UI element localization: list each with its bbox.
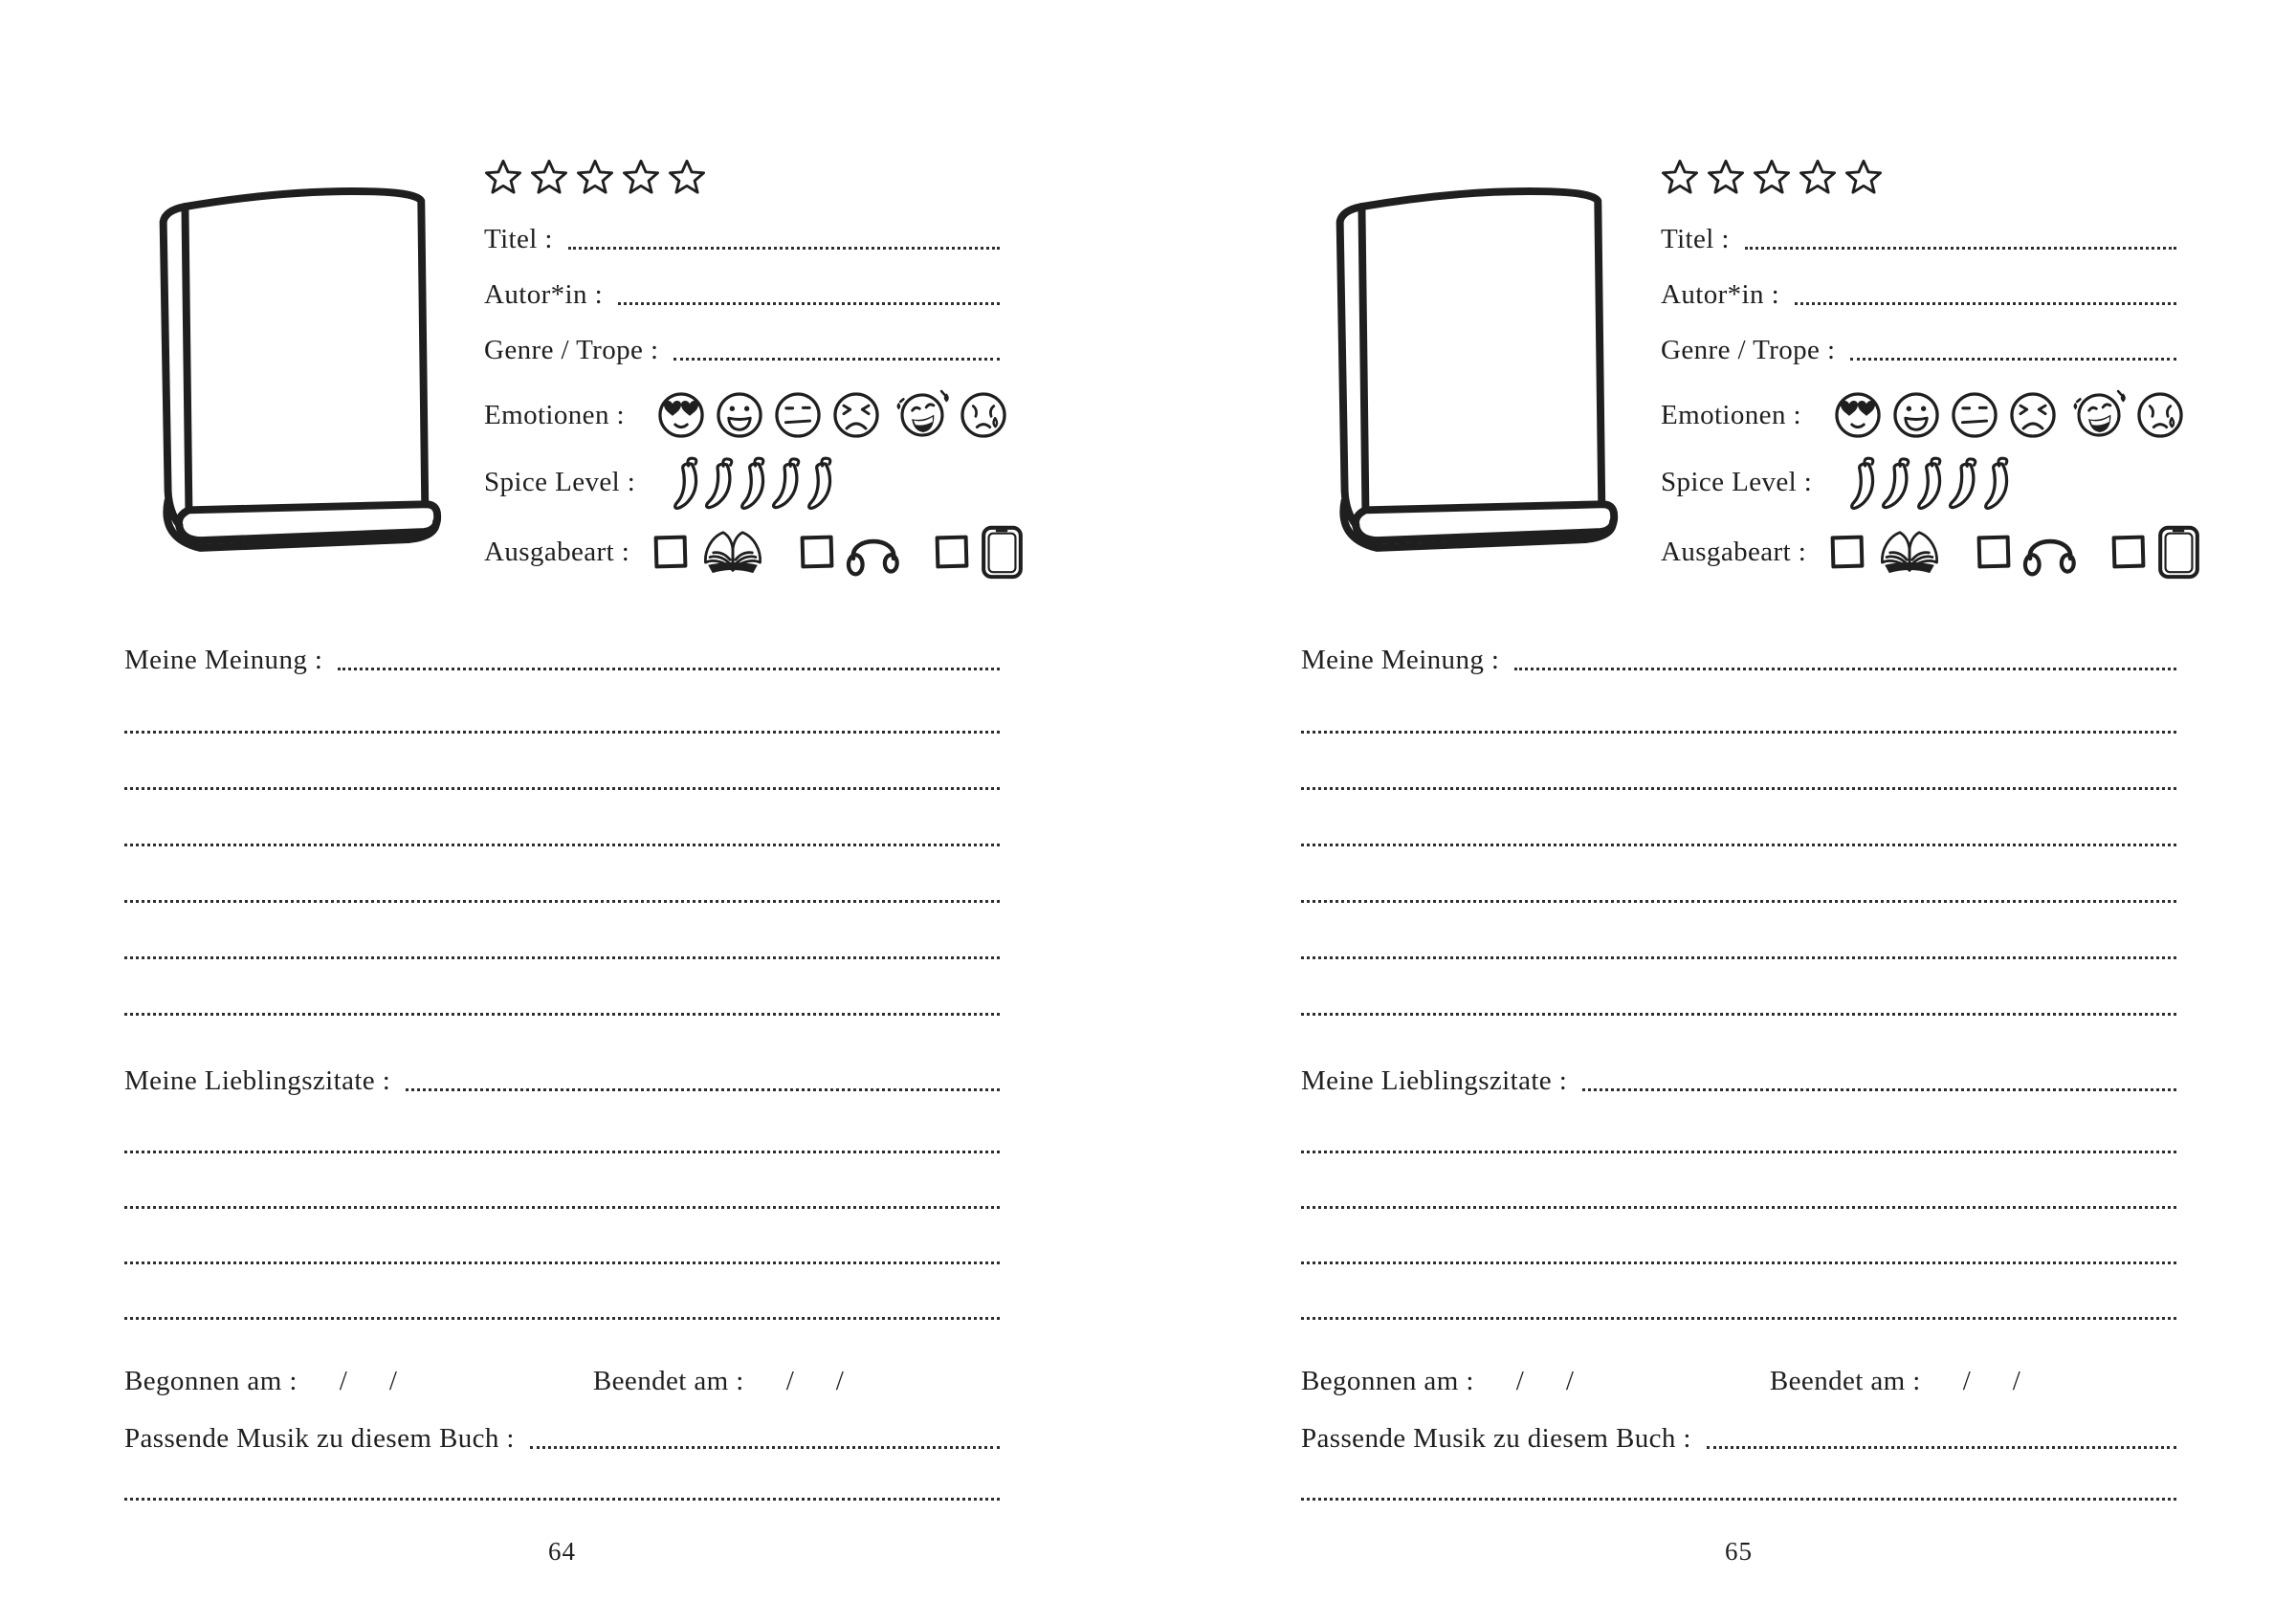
chili-pepper-icon[interactable] [1844,453,1879,513]
emotions-row [1661,388,2176,442]
star-icon[interactable] [576,159,614,195]
heart-eyes-face-icon[interactable] [1832,388,1884,442]
book-info-section [124,143,1000,599]
book-fields-column [484,143,1000,599]
quotes-writing-line[interactable] [1301,1317,2176,1320]
opinion-writing-line[interactable] [1301,844,2176,846]
star-rating[interactable] [1661,157,2176,197]
angry-face-icon[interactable] [830,388,882,442]
opinion-writing-line[interactable] [124,787,1000,790]
finished-date-separator: / [835,1366,844,1396]
genre-label: Genre / Trope : [484,335,659,365]
chili-pepper-icon[interactable] [668,453,702,513]
page-number: 65 [1725,1537,1753,1566]
music-field-row [1301,1421,2176,1456]
started-date-separator: / [1565,1366,1574,1396]
dates-row [1301,1364,2176,1398]
page-number: 64 [548,1537,576,1566]
spice-level-row [484,451,1000,513]
opinion-writing-line[interactable] [124,900,1000,903]
quotes-input-line[interactable] [406,1086,1000,1091]
author-input-line[interactable] [618,300,1000,305]
headphones-icon [846,527,901,578]
chili-pepper-icon[interactable] [766,452,806,515]
dates-row [124,1364,1000,1398]
finished-date-separator: / [1962,1366,1971,1396]
title-label: Titel : [484,224,553,254]
format-row [1661,522,2176,581]
star-icon[interactable] [530,159,568,195]
quotes-writing-line[interactable] [124,1206,1000,1209]
laughing-tears-face-icon[interactable] [2065,388,2132,442]
audiobook-checkbox[interactable] [801,536,834,569]
grinning-face-icon[interactable] [1890,388,1942,442]
audiobook-checkbox[interactable] [1977,536,2011,569]
format-ebook [2112,522,2200,581]
genre-label: Genre / Trope : [1661,335,1836,365]
star-icon[interactable] [1753,159,1791,195]
title-input-line[interactable] [1745,245,2176,250]
grinning-face-icon[interactable] [714,388,765,442]
star-icon[interactable] [1844,159,1883,195]
neutral-face-icon[interactable] [1949,388,2000,442]
spice-level-options [668,451,835,513]
quotes-writing-line[interactable] [1301,1151,2176,1153]
star-icon[interactable] [1707,159,1745,195]
book-fields-column [1661,143,2176,599]
title-field-row [1661,222,2176,256]
crying-face-icon[interactable] [958,388,1009,442]
star-icon[interactable] [622,159,660,195]
star-icon[interactable] [668,159,706,195]
ebook-checkbox[interactable] [936,536,969,569]
quotes-label: Meine Lieblingszitate : [124,1065,391,1096]
opinion-writing-line[interactable] [1301,787,2176,790]
spice-level-label: Spice Level : [484,467,636,497]
started-date-label: Begonnen am : [1301,1366,1474,1396]
format-ebook [936,522,1024,581]
opinion-field-row [124,643,1000,677]
emotions-label: Emotionen : [484,400,625,430]
chili-pepper-icon[interactable] [699,452,739,515]
opinion-writing-line[interactable] [1301,1013,2176,1016]
angry-face-icon[interactable] [2007,388,2059,442]
quotes-writing-line[interactable] [124,1261,1000,1264]
format-options [1831,522,2235,581]
author-field-row [1661,277,2176,312]
genre-input-line[interactable] [673,356,1000,361]
finished-date-separator: / [2012,1366,2020,1396]
format-print-book [654,526,766,578]
spice-level-options [1844,451,2012,513]
book-cover-column [1301,143,1628,599]
book-cover-column [124,143,452,599]
music-field-row [124,1421,1000,1456]
started-date-separator: / [388,1366,397,1396]
title-input-line[interactable] [568,245,1000,250]
book-cover-illustration [124,157,452,599]
format-options [654,522,1058,581]
music-label: Passende Musik zu diesem Buch : [1301,1423,1691,1454]
print-book-checkbox[interactable] [654,536,688,569]
genre-field-row [484,333,1000,367]
author-label: Autor*in : [1661,279,1780,310]
title-field-row [484,222,1000,256]
opinion-field-row [1301,643,2176,677]
author-label: Autor*in : [484,279,604,310]
quotes-field-row [1301,1064,2176,1098]
opinion-input-line[interactable] [338,666,1000,670]
star-icon[interactable] [484,159,522,195]
emotions-label: Emotionen : [1661,400,1801,430]
opinion-writing-line[interactable] [1301,900,2176,903]
quotes-writing-line[interactable] [124,1317,1000,1320]
chili-pepper-icon[interactable] [802,453,836,513]
opinion-label: Meine Meinung : [1301,645,1500,675]
music-writing-line[interactable] [1301,1498,2176,1501]
quotes-input-line[interactable] [1582,1086,2176,1091]
chili-pepper-icon[interactable] [735,453,769,513]
opinion-writing-line[interactable] [124,956,1000,959]
music-writing-line[interactable] [124,1498,1000,1501]
quotes-writing-line[interactable] [1301,1206,2176,1209]
open-book-icon [699,526,766,578]
quotes-writing-line[interactable] [1301,1261,2176,1264]
opinion-writing-line[interactable] [124,1013,1000,1016]
finished-date-separator: / [785,1366,794,1396]
laughing-tears-face-icon[interactable] [889,388,956,442]
music-label: Passende Musik zu diesem Buch : [124,1423,515,1454]
started-date-separator: / [339,1366,347,1396]
emotions-row [484,388,1000,442]
headphones-icon [2022,527,2078,578]
chili-pepper-icon[interactable] [1978,453,2013,513]
emotion-options [655,388,1016,442]
started-date-label: Begonnen am : [124,1366,298,1396]
chili-pepper-icon[interactable] [1943,452,1982,515]
opinion-writing-line[interactable] [124,731,1000,734]
chili-pepper-icon[interactable] [1911,453,1946,513]
emotion-options [1832,388,2193,442]
title-label: Titel : [1661,224,1730,254]
started-date-separator: / [1515,1366,1524,1396]
opinion-input-line[interactable] [1514,666,2176,670]
quotes-label: Meine Lieblingszitate : [1301,1065,1568,1096]
open-book-icon [1876,526,1943,578]
journal-page [1301,143,2176,1567]
quotes-field-row [124,1064,1000,1098]
star-rating[interactable] [484,157,1000,197]
chili-pepper-icon[interactable] [1876,452,1915,515]
format-print-book [1831,526,1943,578]
spice-level-row [1661,451,2176,513]
spice-level-label: Spice Level : [1661,467,1813,497]
genre-input-line[interactable] [1850,356,2176,361]
format-audiobook [801,527,901,578]
star-icon[interactable] [1799,159,1837,195]
music-input-line[interactable] [1707,1444,2176,1449]
print-book-checkbox[interactable] [1831,536,1865,569]
journal-page [124,143,1000,1567]
opinion-writing-line[interactable] [124,844,1000,846]
opinion-label: Meine Meinung : [124,645,323,675]
e-reader-tablet-icon [2157,522,2200,581]
heart-eyes-face-icon[interactable] [655,388,707,442]
finished-date-label: Beendet am : [1769,1366,1921,1396]
music-input-line[interactable] [530,1444,1000,1449]
finished-date-label: Beendet am : [592,1366,744,1396]
genre-field-row [1661,333,2176,367]
opinion-writing-line[interactable] [1301,956,2176,959]
author-input-line[interactable] [1795,300,2176,305]
e-reader-tablet-icon [981,522,1024,581]
book-cover-illustration [1301,157,1628,599]
format-audiobook [1977,527,2078,578]
neutral-face-icon[interactable] [772,388,824,442]
opinion-writing-line[interactable] [1301,731,2176,734]
star-icon[interactable] [1661,159,1699,195]
format-row [484,522,1000,581]
ebook-checkbox[interactable] [2112,536,2146,569]
book-info-section [1301,143,2176,599]
quotes-writing-line[interactable] [124,1151,1000,1153]
author-field-row [484,277,1000,312]
format-label: Ausgabeart : [484,537,630,567]
format-label: Ausgabeart : [1661,537,1807,567]
crying-face-icon[interactable] [2134,388,2186,442]
